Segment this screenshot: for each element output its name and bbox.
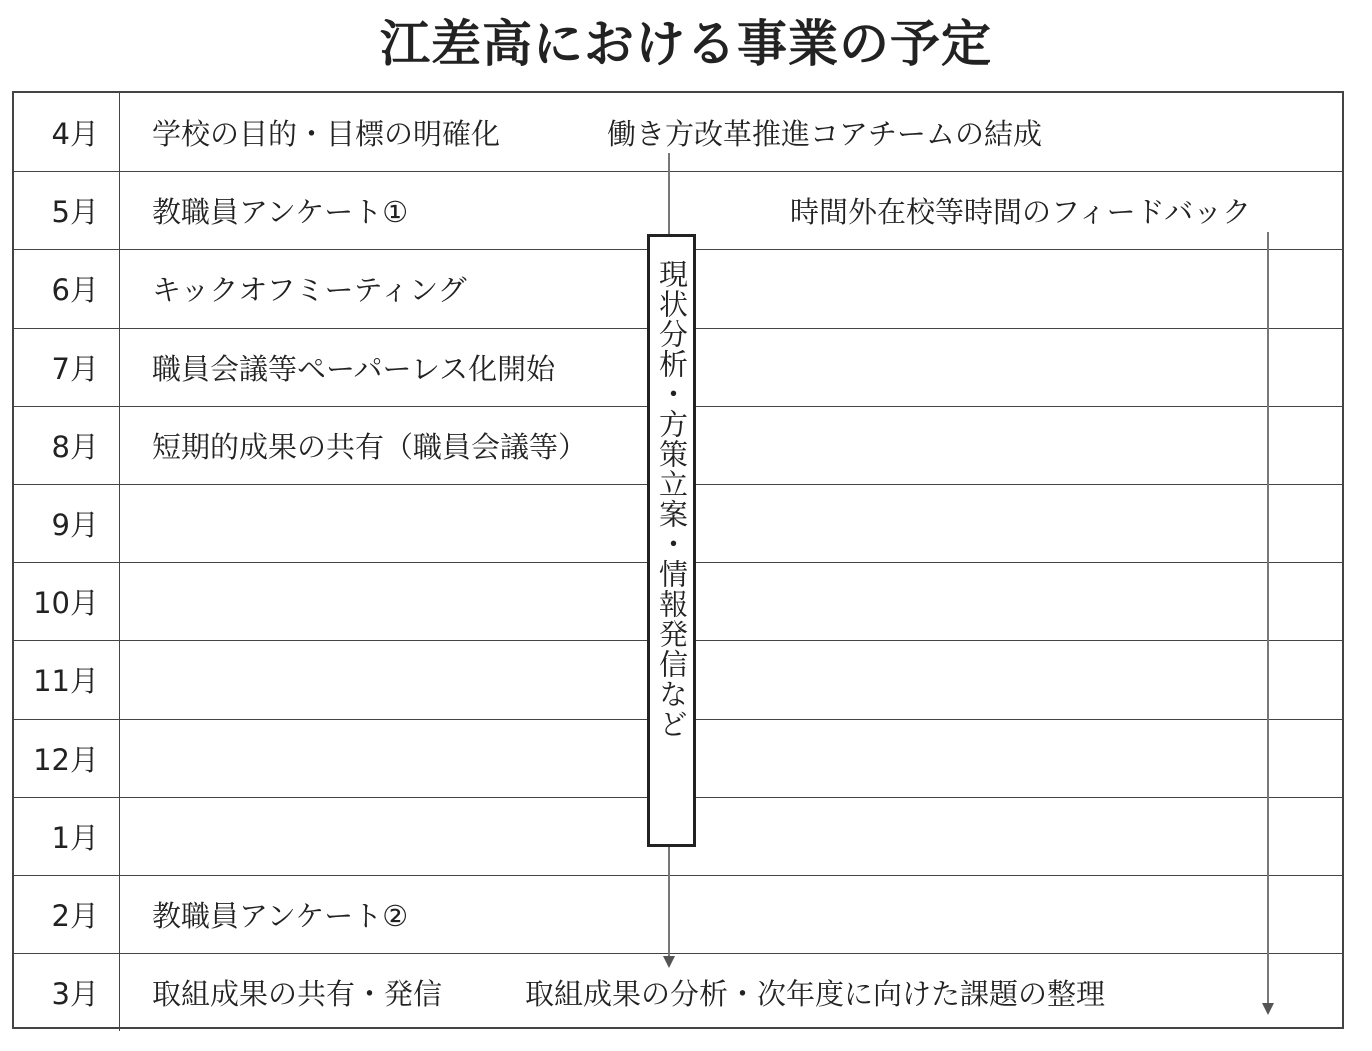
month-cell: 3月 bbox=[14, 954, 120, 1031]
month-cell: 4月 bbox=[14, 93, 120, 171]
event-text: 働き方改革推進コアチームの結成 bbox=[607, 116, 1043, 151]
month-cell: 5月 bbox=[14, 172, 120, 249]
event-text: 取組成果の共有・発信 bbox=[152, 977, 443, 1012]
month-cell: 12月 bbox=[14, 720, 120, 797]
event-text: 短期的成果の共有（職員会議等） bbox=[152, 429, 588, 464]
event-text: キックオフミーティング bbox=[152, 273, 467, 308]
event-text: 教職員アンケート② bbox=[152, 899, 409, 934]
feedback-arrow-line bbox=[1267, 232, 1269, 1004]
event-text: 職員会議等ペーパーレス化開始 bbox=[152, 351, 556, 386]
month-cell: 9月 bbox=[14, 485, 120, 562]
analysis-box-text: 現状分析・方策立案・情報発信など bbox=[655, 259, 689, 739]
month-cell: 10月 bbox=[14, 563, 120, 640]
event-text: 取組成果の分析・次年度に向けた課題の整理 bbox=[525, 977, 1106, 1012]
month-cell: 8月 bbox=[14, 407, 120, 484]
table-row bbox=[14, 875, 1342, 953]
arrow-head-icon bbox=[663, 956, 675, 968]
month-cell: 2月 bbox=[14, 876, 120, 953]
arrow-head-icon bbox=[1262, 1003, 1274, 1015]
month-cell: 1月 bbox=[14, 798, 120, 875]
event-text: 時間外在校等時間のフィードバック bbox=[790, 195, 1252, 230]
page-title: 江差高における事業の予定 bbox=[380, 15, 992, 73]
analysis-box bbox=[647, 234, 696, 847]
month-cell: 6月 bbox=[14, 250, 120, 327]
event-text: 学校の目的・目標の明確化 bbox=[152, 116, 501, 151]
month-cell: 7月 bbox=[14, 329, 120, 406]
month-cell: 11月 bbox=[14, 641, 120, 718]
table-row bbox=[14, 953, 1342, 1031]
table-row bbox=[14, 93, 1342, 171]
event-text: 教職員アンケート① bbox=[152, 195, 409, 230]
